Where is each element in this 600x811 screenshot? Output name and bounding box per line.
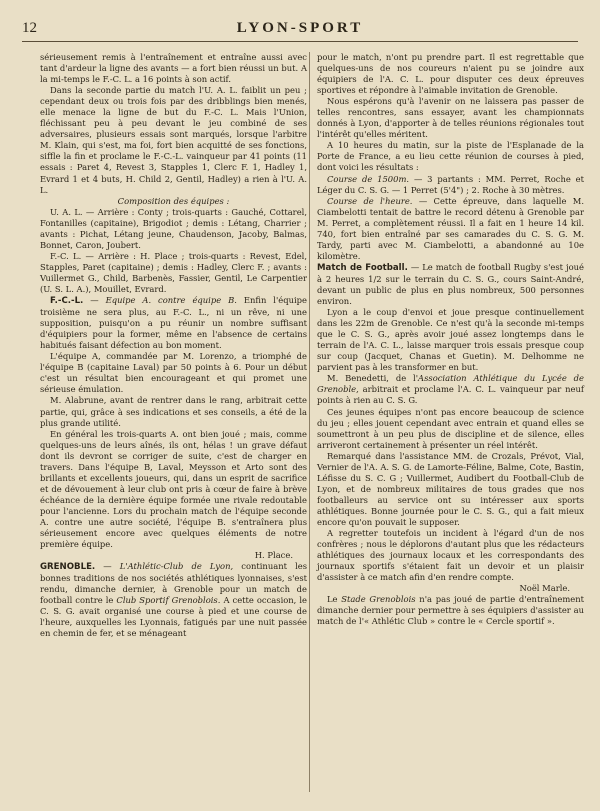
article-paragraph: U. A. L. — Arrière : Conty ; trois-quarts : Gauché, Cottarel, Fontanilles (capitaine), Brigodiot ; demis : Létang, Charrier ; avants : Pichat, Létang jeune, Chaudenson, Jacoby, Balmas, Bonnet, Caron, Joubert.: [40, 206, 307, 250]
article-paragraph: Match de Football. — Le match de football Rugby s'est joué à 2 heures 1/2 sur le terrain du C. S. G., cours Saint-André, devant un public de plus en plus nombreux, 500 personnes environ.: [317, 261, 584, 307]
composition-title: Composition des équipes :: [117, 195, 230, 206]
section-subheading: L'Athlétic-Club de Lyon,: [119, 561, 234, 572]
section-heading: F.-C.-L.: [50, 296, 84, 307]
article-paragraph: Nous espérons qu'à l'avenir on ne laissera pas passer de telles rencontres, sans essayer, avant les championnats donnés à Lyon, d'apporter à de telles réunions régionales tout l'intérêt qu'elles méritent.: [317, 96, 584, 140]
page-header: [22, 20, 578, 42]
article-paragraph: Course de l'heure. — Cette épreuve, dans laquelle M. Ciambelotti tentait de battre le record détenu à Grenoble par M. Perret, a complètement réussi. Il a fait en 1 heure 14 kil. 740, fort bien entraîné par ses camarades du C. S. G. M. Tardy, parti avec M. Ciambelotti, a abandonné au 10e kilomètre.: [317, 195, 584, 261]
article-paragraph: GRENOBLE. — L'Athlétic-Club de Lyon, continuant les bonnes traditions de nos sociétés athlétiques lyonnaises, s'est rendu, dimanche dernier, à Grenoble pour un match de football contre le Club Sportif Grenoblois. A cette occasion, le C. S. G. avait organisé une course à pied et une course de l'heure, auxquelles les Lyonnais, fatigués par une nuit passée en chemin de fer, et se ménageant: [40, 561, 307, 639]
article-paragraph: Dans la seconde partie du match l'U. A. L. faiblit un peu ; cependant deux ou trois fois par des dribblings bien menés, elle menace la ligne de but du F.-C. L. Mais l'Union, fléchissant peu à peu devant le jeu combiné de ses adversaires, plusieurs essais sont marqués, lorsque l'arbitre M. Klain, qui s'est, ma foi, fort bien acquitté de ses fonctions, siffle la fin et proclame le F.-C.-L. vainqueur par 41 points (11 essais : Paret 4, Revest 3, Stapples 1, Clerc F. 1, Hadley 1, Evrard 1 et 4 buts, H. Child 2, Gentil, Hadley) a rien à l'U. A. L.: [40, 85, 307, 195]
article-paragraph: Lyon a le coup d'envoi et joue presque continuellement dans les 22m de Grenoble. Ce n'est qu'à la seconde mi-temps que le C. S. G., après avoir joué assez longtemps dans le terrain de l'A. C. L., laisse marquer trois essais presque coup sur coup (Jacquet, Chanas et Guetin). M. Delhomme ne parvient pas à les transformer en but.: [317, 307, 584, 373]
signature: H. Place.: [254, 550, 293, 561]
article-paragraph: En général les trois-quarts A. ont bien joué ; mais, comme quelques-uns de leurs aînés, ils ont, hélas ! un grave défaut dont ils devront se corriger de suite, c'est de charger en travers. Dans l'équipe B, Laval, Meysson et Arto sont des brillants et excellents joueurs, qui, dans un esprit de sacrifice et de dévouement à leur club ont pris à cœur de faire à brève échéance de la dernière équipe formée une rivale redoutable pour l'ancienne. Lors du prochain match de l'équipe seconde A. contre une autre société, l'équipe B. s'entraînera plus sérieusement encore avec quelques éléments de notre première équipe.: [40, 428, 307, 550]
section-heading: GRENOBLE.: [40, 562, 96, 573]
article-paragraph: L'équipe A, commandée par M. Lorenzo, a triomphé de l'équipe B (capitaine Laval) par 50 points à 6. Pour un début c'est un résultat bien encourageant et qui promet une sérieuse émulation.: [40, 351, 307, 395]
article-paragraph: Remarqué dans l'assistance MM. de Crozals, Prévot, Vial, Vernier de l'A. A. S. G. de Lamorte-Féline, Balme, Cote, Bastin, Léfisse du S. C. G ; Vuillermet, Audibert du Football-Club de Lyon, et de nombreux militaires de tous grades que nos footballeurs au service ont su intéresser aux sports athlétiques. Bonne journée pour le C. S. G., qui a fait mieux encore qu'on pouvait le supposer.: [317, 450, 584, 527]
section-heading: Match de Football.: [317, 262, 408, 273]
article-paragraph: sérieusement remis à l'entraînement et entraîne aussi avec tant d'ardeur la ligne des avants — a fort bien réussi un but. A la mi-temps le F.-C. L. a 16 points à son actif.: [40, 52, 307, 85]
column-divider: [309, 52, 310, 792]
page-number: 12: [22, 20, 37, 36]
article-paragraph: M. Benedetti, de l'Association Athlétique du Lycée de Grenoble, arbitrait et proclame l'A. C. L. vainqueur par neuf points à rien au C. S. G.: [317, 373, 584, 406]
article-paragraph: A 10 heures du matin, sur la piste de l'Esplanade de la Porte de France, a eu lieu cette réunion de courses à pied, dont voici les résultats :: [317, 140, 584, 173]
right-column: [317, 52, 584, 627]
course-label: Course de 1500m.: [327, 173, 410, 184]
header-rule: [22, 41, 578, 42]
running-head: LYON-SPORT: [236, 20, 364, 36]
article-paragraph: M. Alabrune, avant de rentrer dans le rang, arbitrait cette partie, qui, grâce à ses indications et ses conseils, a été de la plus grande utilité.: [40, 395, 307, 428]
article-paragraph: Ces jeunes équipes n'ont pas encore beaucoup de science du jeu ; elles jouent cependant avec entrain et quand elles se soumettront à un peu plus de discipline et de silence, elles arriveront certainement à présenter un réel intérêt.: [317, 406, 584, 450]
article-paragraph: A regretter toutefois un incident à l'égard d'un de nos confrères ; nous le déplorons d'autant plus que les rédacteurs athlétiques des journaux locaux et les correspondants des journaux sportifs s'étaient fait un devoir et un plaisir d'assister à ce match afin d'en rendre compte.: [317, 528, 584, 583]
article-paragraph: F.-C. L. — Arrière : H. Place ; trois-quarts : Revest, Edel, Stapples, Paret (capitaine) ; demis : Hadley, Clerc F. ; avants : Vuillermet G., Child, Barbenès, Fassier, Gentil, Le Carpentier (U. S. L. A.), Mouillet, Evrard.: [40, 250, 307, 294]
article-paragraph: Le Stade Grenoblois n'a pas joué de partie d'entraînement dimanche dernier pour permettre à ses équipiers d'assister au match de l'« Athlétic Club » contre le « Cercle sportif ».: [317, 594, 584, 627]
left-column: [40, 52, 307, 639]
signature: Noël Marle.: [519, 583, 570, 594]
section-subheading: Equipe A. contre équipe B.: [105, 295, 237, 306]
article-paragraph: Course de 1500m. — 3 partants : MM. Perret, Roche et Léger du C. S. G. — 1 Perret (5'4") ; 2. Roche à 30 mètres.: [317, 173, 584, 195]
article-paragraph: pour le match, n'ont pu prendre part. Il est regrettable que quelques-uns de nos coureurs n'aient pu se joindre aux équipiers de l'A. C. L. pour disputer ces deux épreuves sportives et répondre à l'aimable invitation de Grenoble.: [317, 52, 584, 96]
article-paragraph: F.-C.-L. — Equipe A. contre équipe B. Enfin l'équipe troisième ne sera plus, au F.-C. L., ni un rêve, ni une supposition, puisqu'on a pu réunir un nombre suffisant d'équipiers pour la former, même en l'absence de certains habitués faisant défection au bon moment.: [40, 295, 307, 351]
course-label: Course de l'heure.: [327, 195, 413, 206]
